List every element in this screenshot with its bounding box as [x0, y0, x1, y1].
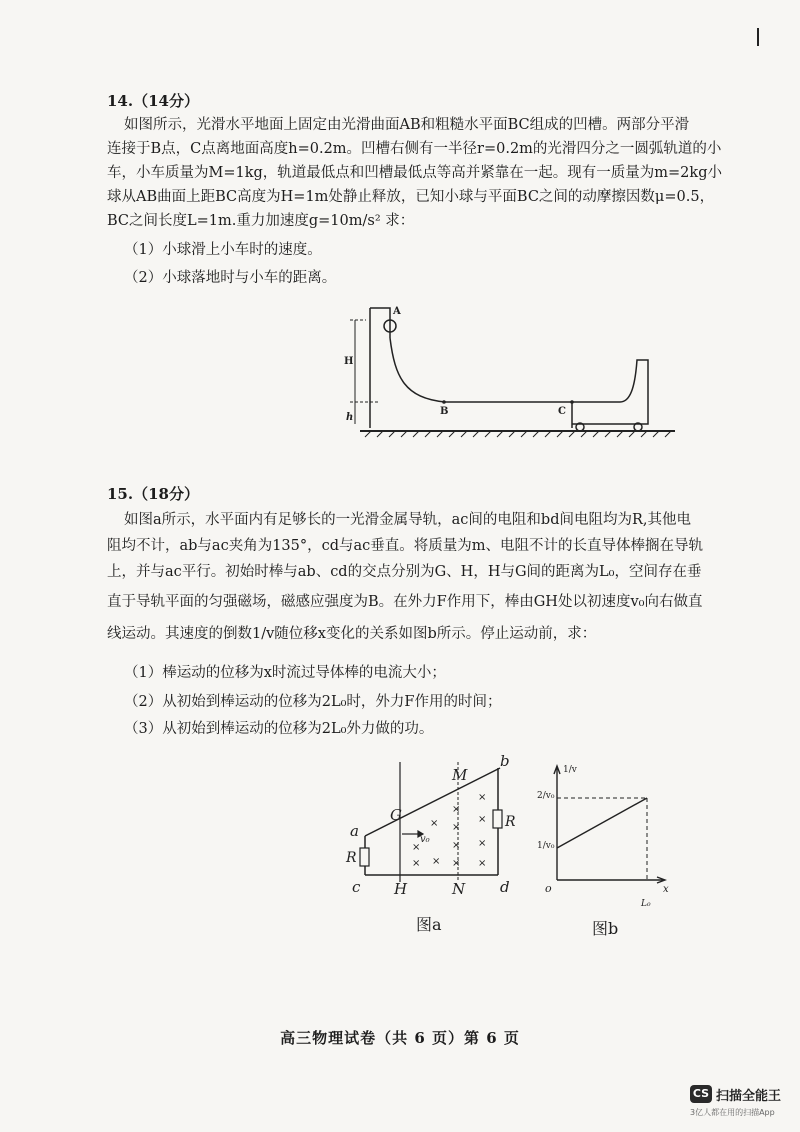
axis-y-label: 1/v: [563, 765, 577, 775]
field-cross: ×: [452, 840, 461, 851]
cs-brand-name: 扫描全能王: [716, 1089, 782, 1104]
q14-line-1: 如图所示，光滑水平地面上固定由光滑曲面AB和粗糙水平面BC组成的凹槽。两部分平滑: [124, 117, 690, 133]
q14-line-5: BC之间长度L=1m.重力加速度g=10m/s² 求：: [107, 213, 415, 229]
field-cross: ×: [478, 858, 487, 869]
q14-line-2: 连接于B点，C点离地面高度h=0.2m。凹槽右侧有一半径r=0.2m的光滑四分之一圆弧轨道的小: [107, 141, 722, 157]
label-h: h: [346, 412, 354, 423]
tick-y1: 1/v₀: [537, 841, 555, 851]
q15-header: 15.（18分）: [107, 485, 199, 503]
field-cross: ×: [452, 822, 461, 833]
field-cross: ×: [452, 858, 461, 869]
page-footer: 高三物理试卷（共 6 页）第 6 页: [280, 1029, 520, 1047]
label-R-left: R: [346, 850, 357, 866]
label-R-right: R: [505, 814, 516, 830]
label-c: c: [352, 878, 361, 896]
field-cross: ×: [432, 856, 441, 867]
q15-line-3: 上，并与ac平行。初始时棒与ab、cd的交点分别为G、H，H与G间的距离为L₀，空间存在垂: [107, 564, 702, 580]
label-b: b: [500, 752, 510, 770]
figure-a: [340, 750, 530, 910]
q14-sub-2: （2）小球落地时与小车的距离。: [124, 270, 337, 286]
axis-x-label: x: [663, 884, 669, 895]
figure-b: [535, 742, 675, 914]
cs-tagline: 3亿人都在用的扫描App: [690, 1108, 775, 1117]
q14-line-4: 球从AB曲面上距BC高度为H=1m处静止释放，已知小球与平面BC之间的动摩擦因数μ=0.5，: [107, 189, 715, 205]
label-M: M: [452, 766, 468, 784]
scanner-watermark: [690, 1085, 790, 1125]
tick-x: L₀: [641, 899, 651, 909]
q15-line-5: 线运动。其速度的倒数1/v随位移x变化的关系如图b所示。停止运动前，求：: [107, 626, 597, 642]
label-H: H: [394, 880, 408, 898]
q15-sub-1: （1）棒运动的位移为x时流过导体棒的电流大小；: [124, 665, 446, 681]
q15-line-1: 如图a所示，水平面内有足够长的一光滑金属导轨，ac间的电阻和bd间电阻均为R,其他电: [124, 512, 691, 528]
q14-header: 14.（14分）: [107, 92, 199, 110]
tick-y2: 2/v₀: [537, 791, 555, 801]
q15-line-2: 阻均不计，ab与ac夹角为135°，cd与ac垂直。将质量为m、电阻不计的长直导体棒搁在导轨: [107, 538, 704, 554]
resistor-right: [493, 810, 502, 828]
label-H: H: [344, 356, 354, 367]
q14-sub-1: （1）小球滑上小车时的速度。: [124, 242, 322, 258]
corner-mark: [757, 28, 759, 46]
origin-label: o: [545, 882, 552, 895]
label-G: G: [390, 806, 402, 824]
field-cross: ×: [430, 818, 439, 829]
q15-sub-2: （2）从初始到棒运动的位移为2L₀时，外力F作用的时间；: [124, 694, 502, 710]
field-cross: ×: [452, 804, 461, 815]
q15-line-4: 直于导轨平面的匀强磁场，磁感应强度为B。在外力F作用下，棒由GH处以初速度v₀向右做直: [107, 594, 703, 610]
label-A: A: [393, 306, 401, 317]
caption-a: 图a: [416, 915, 442, 934]
label-N: N: [452, 880, 466, 898]
label-v0: v₀: [420, 834, 430, 845]
q14-line-3: 车，小车质量为M=1kg，轨道最低点和凹槽最低点等高并紧靠在一起。现有一质量为m=2kg小: [107, 165, 722, 181]
q15-sub-3: （3）从初始到棒运动的位移为2L₀外力做的功。: [124, 721, 434, 737]
label-C: C: [558, 406, 566, 417]
label-a: a: [350, 822, 359, 840]
resistor-left: [360, 848, 369, 866]
field-cross: ×: [478, 838, 487, 849]
q14-figure: [340, 298, 675, 443]
field-cross: ×: [478, 814, 487, 825]
label-B: B: [440, 406, 449, 417]
field-cross: ×: [412, 858, 421, 869]
cs-logo-icon: CS: [690, 1085, 712, 1103]
field-cross: ×: [412, 842, 421, 853]
label-d: d: [500, 878, 510, 896]
field-cross: ×: [478, 792, 487, 803]
caption-b: 图b: [592, 919, 619, 938]
